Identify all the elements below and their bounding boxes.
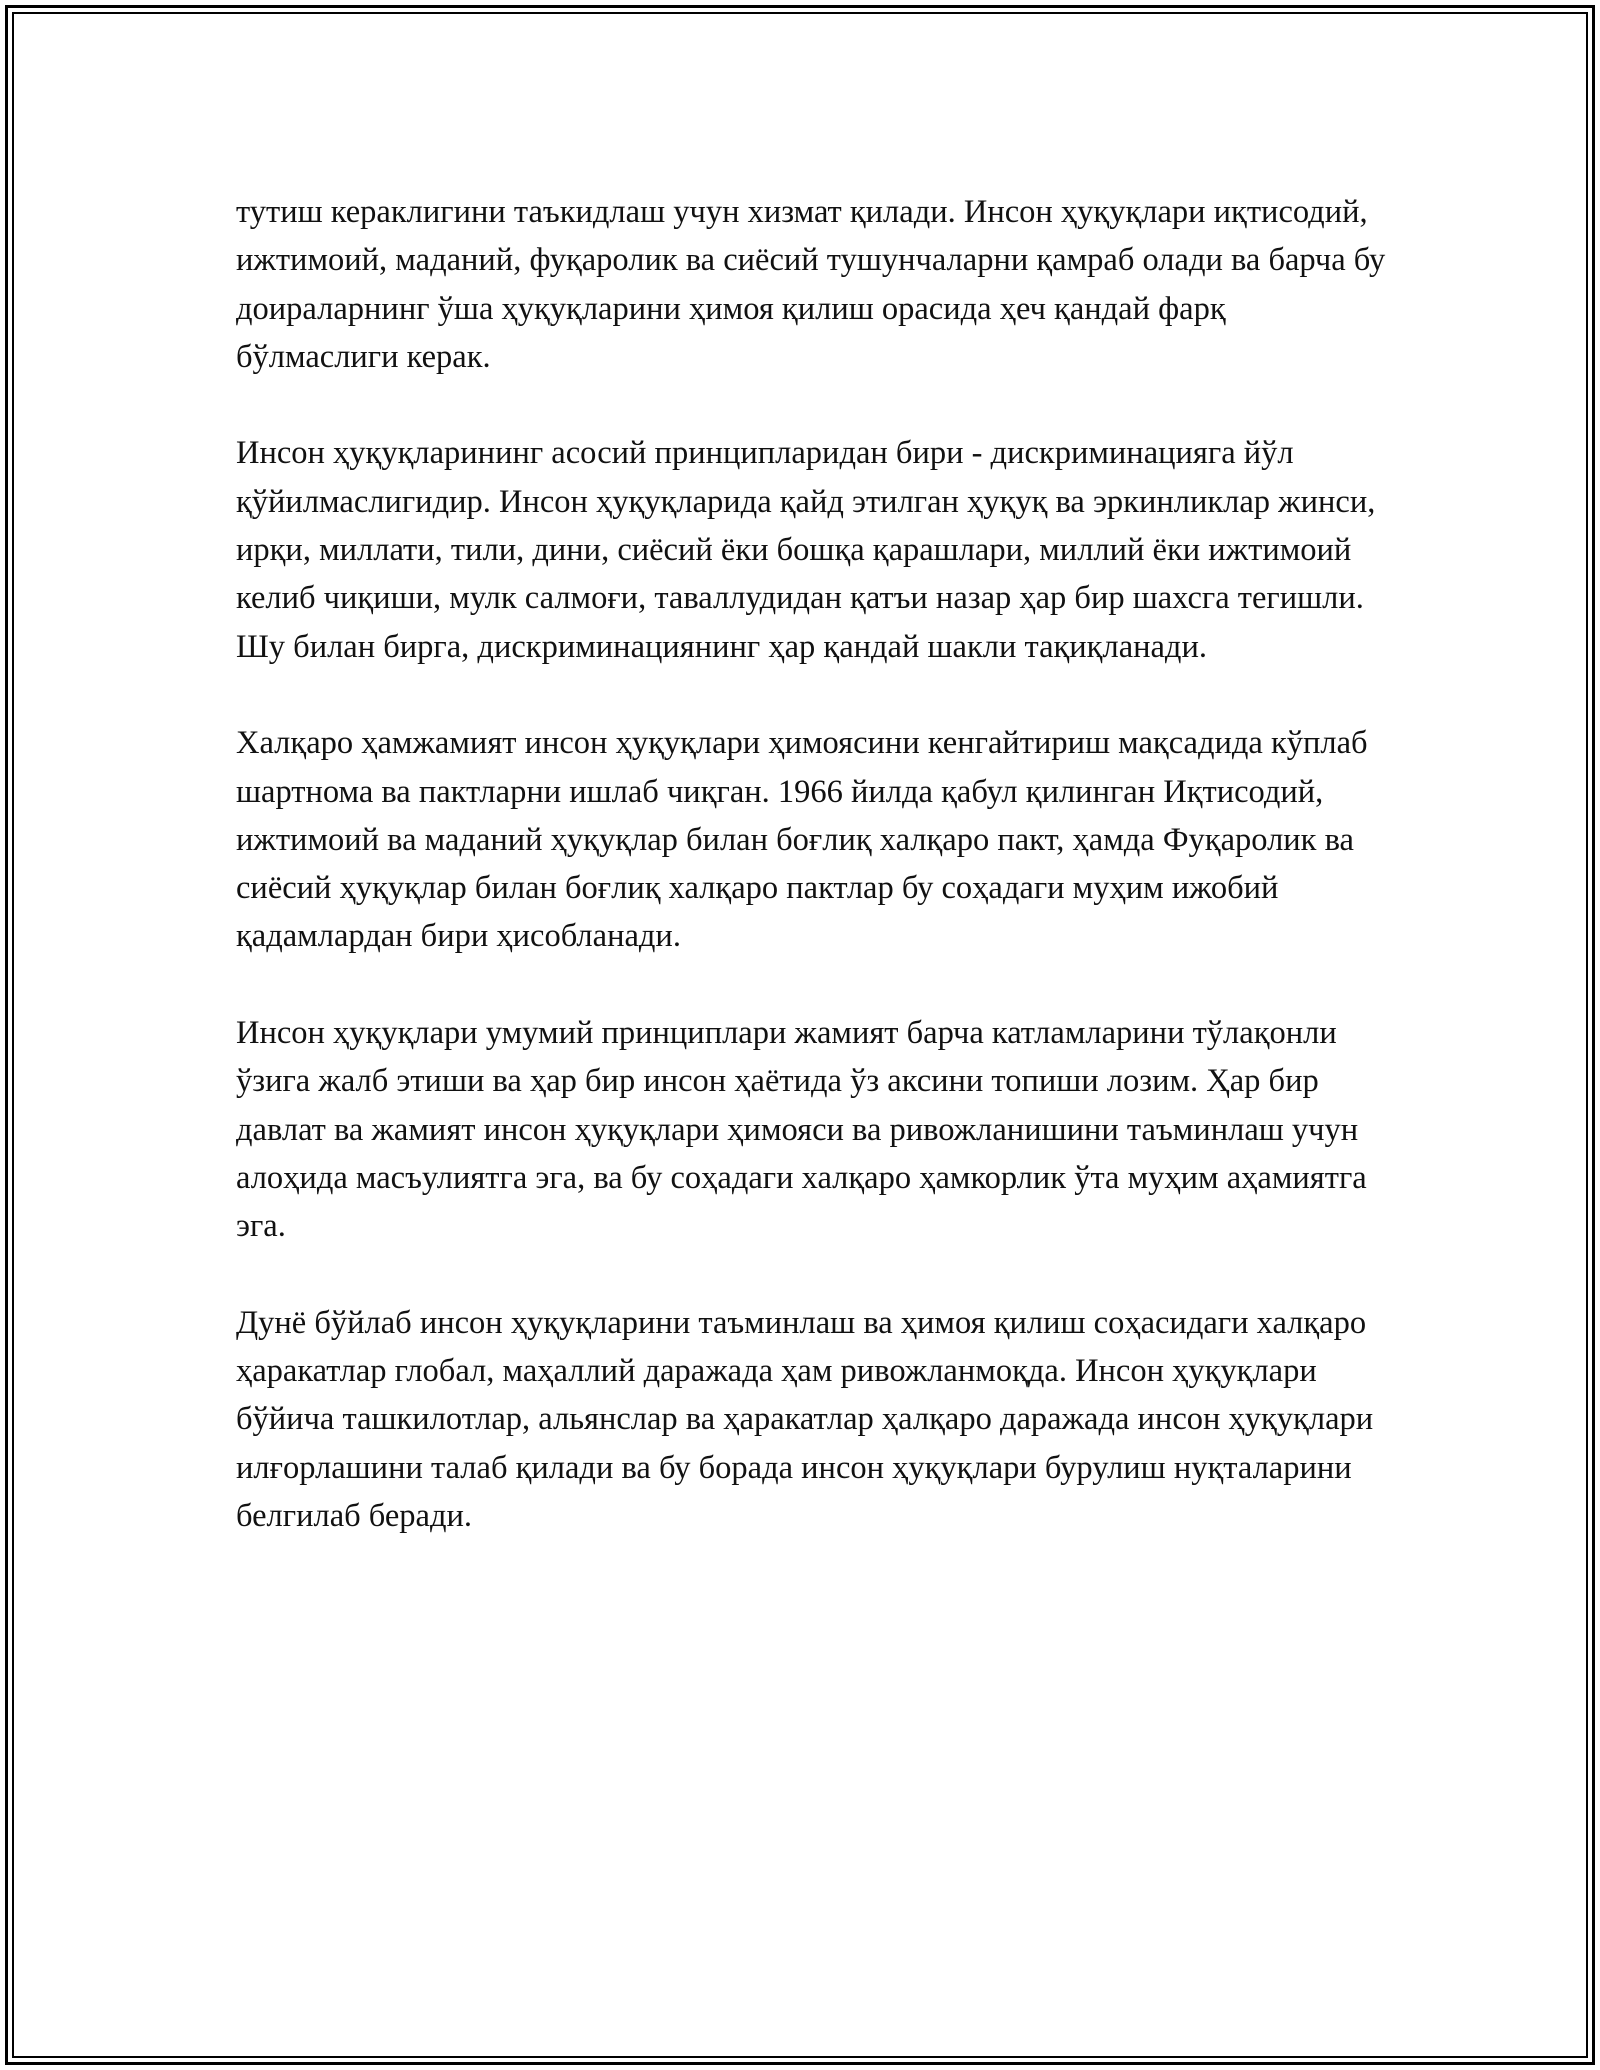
paragraph-4: Инсон ҳуқуқлари умумий принциплари жамият барча катламларини тўлақонли ўзига жалб этиши ва ҳар бир инсон ҳаётида ўз аксини топиши лозим. Ҳар бир давлат ва жамият инсон ҳуқуқлари ҳимояси ва ривожланишини таъминлаш учун алоҳида масъулиятга эга, ва бу соҳадаги халқаро ҳамкорлик ўта муҳим аҳамиятга эга. <box>236 1015 1367 1245</box>
paragraph-5: Дунё бўйлаб инсон ҳуқуқларини таъминлаш ва ҳимоя қилиш соҳасидаги халқаро ҳаракатлар глобал, маҳаллий даражада ҳам ривожланмоқда. Инсон ҳуқуқлари бўйича ташкилотлар, альянслар ва ҳаракатлар ҳалқаро даражада инсон ҳуқуқлари илғорлашини талаб қилади ва бу борада инсон ҳуқуқлари бурулиш нуқталарини белгилаб беради. <box>236 1304 1374 1535</box>
paragraph-3: Халқаро ҳамжамият инсон ҳуқуқлари ҳимоясини кенгайтириш мақсадида кўплаб шартнома ва пактларни ишлаб чиқган. 1966 йилда қабул қилинган Иқтисодий, ижтимоий ва маданий ҳуқуқлар билан боғлиқ халқаро пакт, ҳамда Фуқаролик ва сиёсий ҳуқуқлар билан боғлиқ халқаро пактлар бу соҳадаги муҳим ижобий қадамлардан бири ҳисобланади. <box>236 725 1368 955</box>
paragraph-1: тутиш кераклигини таъкидлаш учун хизмат қилади. Инсон ҳуқуқлари иқтисодий, ижтимоий, маданий, фуқаролик ва сиёсий тушунчаларни қамраб олади ва барча бу доираларнинг ўша ҳуқуқларини ҳимоя қилиш орасида ҳеч қандай фарқ бўлмаслиги керак. <box>236 194 1386 375</box>
paragraph-2: Инсон ҳуқуқларининг асосий принципларидан бири - дискриминацияга йўл қўйилмаслигидир. Инсон ҳуқуқларида қайд этилган ҳуқуқ ва эркинликлар жинси, ирқи, миллати, тили, дини, сиёсий ёки бошқа қарашлари, миллий ёки ижтимоий келиб чиқиши, мулк салмоғи, таваллудидан қатъи назар ҳар бир шахсга тегишли. Шу билан бирга, дискриминациянинг ҳар қандай шакли тақиқланади. <box>236 435 1376 665</box>
document-body <box>236 188 1396 1589</box>
